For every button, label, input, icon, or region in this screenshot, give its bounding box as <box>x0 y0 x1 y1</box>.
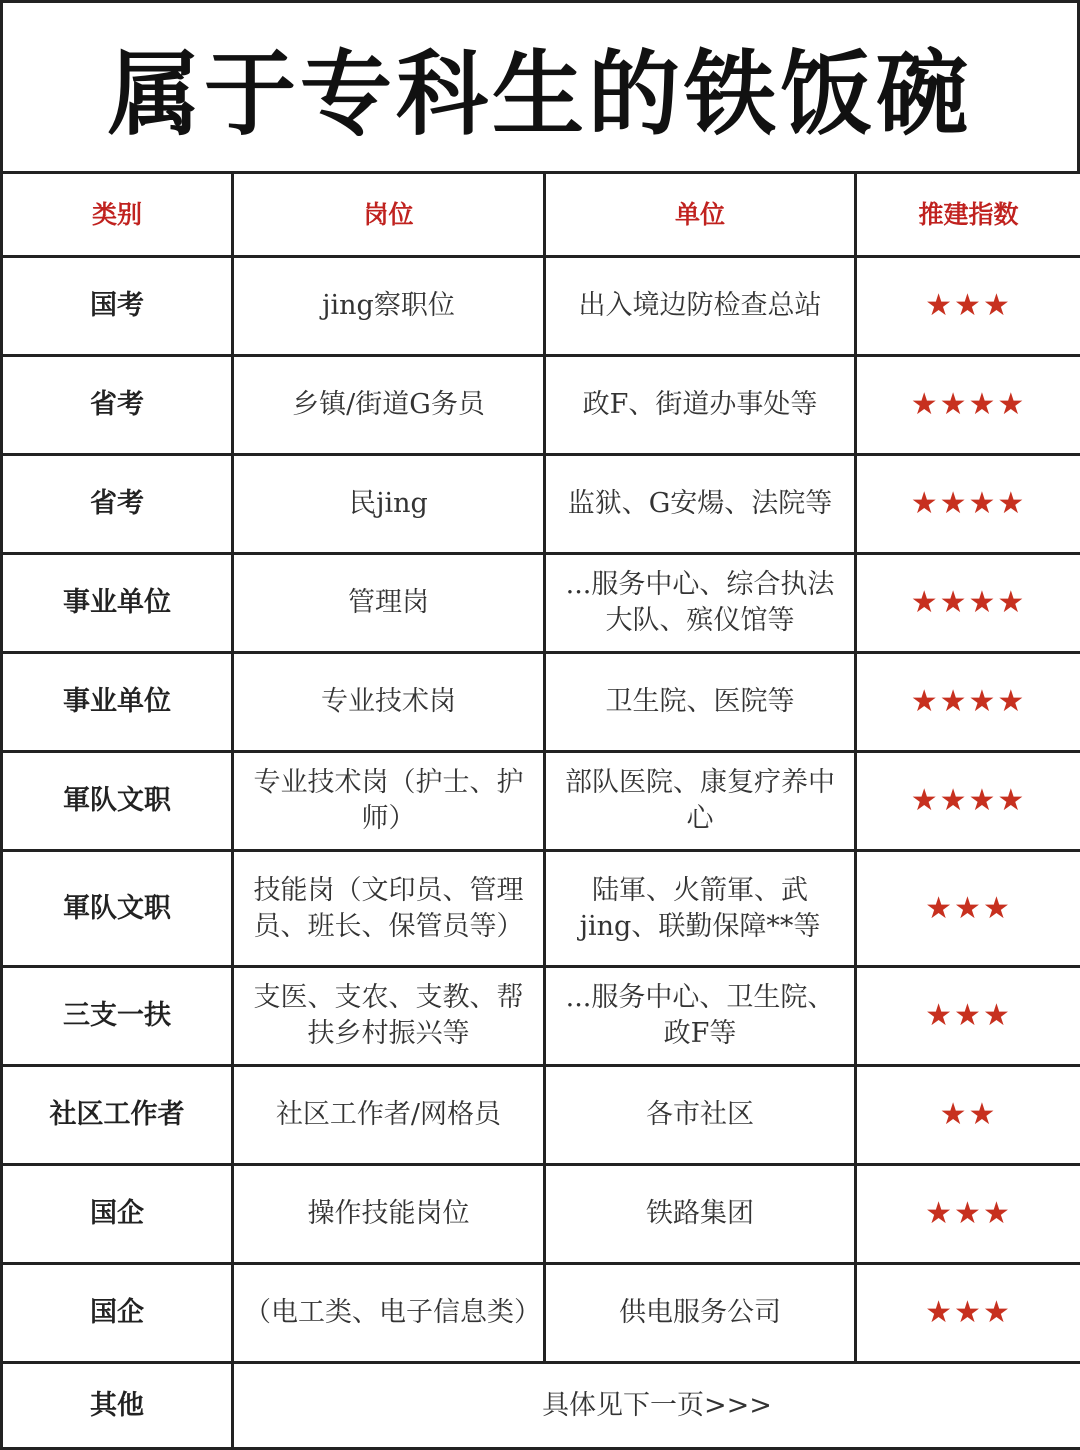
table-row <box>2 1165 1080 1264</box>
cell-position: 乡镇/街道G务员 <box>233 356 545 455</box>
cell-unit: 铁路集团 <box>545 1165 856 1264</box>
cell-category: 事业单位 <box>2 554 233 653</box>
cell-unit: 卫生院、医院等 <box>545 653 856 752</box>
header-unit: 单位 <box>545 173 856 257</box>
cell-category: 其他 <box>2 1363 233 1449</box>
table-row <box>2 967 1080 1066</box>
cell-position: 操作技能岗位 <box>233 1165 545 1264</box>
star-rating: ★★★★ <box>856 356 1080 455</box>
star-rating: ★★★ <box>856 257 1080 356</box>
table-row <box>2 1264 1080 1363</box>
star-rating: ★★★ <box>856 967 1080 1066</box>
table-row <box>2 554 1080 653</box>
cell-position: 支医、支农、支教、帮扶乡村振兴等 <box>233 967 545 1066</box>
table-row <box>2 356 1080 455</box>
cell-category: 三支一扶 <box>2 967 233 1066</box>
cell-unit: 供电服务公司 <box>545 1264 856 1363</box>
cell-category: 省考 <box>2 356 233 455</box>
title-row <box>0 0 1080 171</box>
cell-category: 軍队文职 <box>2 752 233 851</box>
header-category: 类别 <box>2 173 233 257</box>
cell-unit: 部队医院、康复疗养中心 <box>545 752 856 851</box>
star-rating: ★★ <box>856 1066 1080 1165</box>
table-row <box>2 257 1080 356</box>
cell-position: 管理岗 <box>233 554 545 653</box>
table-row <box>2 752 1080 851</box>
cell-unit: 监狱、G安煬、法院等 <box>545 455 856 554</box>
cell-unit: 各市社区 <box>545 1066 856 1165</box>
next-page-note: 具体见下一页>>> <box>233 1363 1080 1449</box>
star-rating: ★★★ <box>856 851 1080 967</box>
table-row <box>2 1066 1080 1165</box>
star-rating: ★★★★ <box>856 455 1080 554</box>
table-row <box>2 851 1080 967</box>
cell-category: 省考 <box>2 455 233 554</box>
cell-category: 国考 <box>2 257 233 356</box>
jobs-table <box>0 171 1080 1450</box>
cell-position: 专业技术岗（护士、护师） <box>233 752 545 851</box>
star-rating: ★★★★ <box>856 752 1080 851</box>
header-rating: 推建指数 <box>856 173 1080 257</box>
page-title: 属于专科生的铁饭碗 <box>108 21 972 153</box>
cell-unit: 政F、街道办事处等 <box>545 356 856 455</box>
cell-unit: 出入境边防检查总站 <box>545 257 856 356</box>
cell-position: （电工类、电子信息类） <box>233 1264 545 1363</box>
star-rating: ★★★★ <box>856 554 1080 653</box>
cell-unit: 陆軍、火箭軍、武jing、联勤保障**等 <box>545 851 856 967</box>
cell-category: 事业单位 <box>2 653 233 752</box>
cell-unit: ...服务中心、综合执法大队、殡仪馆等 <box>545 554 856 653</box>
cell-unit: ...服务中心、卫生院、政F等 <box>545 967 856 1066</box>
table-row <box>2 455 1080 554</box>
star-rating: ★★★ <box>856 1165 1080 1264</box>
cell-category: 軍队文职 <box>2 851 233 967</box>
cell-position: 民jing <box>233 455 545 554</box>
star-rating: ★★★ <box>856 1264 1080 1363</box>
header-row <box>2 173 1080 257</box>
cell-category: 社区工作者 <box>2 1066 233 1165</box>
cell-position: 技能岗（文印员、管理员、班长、保管员等） <box>233 851 545 967</box>
table-row <box>2 653 1080 752</box>
cell-category: 国企 <box>2 1264 233 1363</box>
cell-position: 社区工作者/网格员 <box>233 1066 545 1165</box>
star-rating: ★★★★ <box>856 653 1080 752</box>
cell-position: jing察职位 <box>233 257 545 356</box>
footer-row <box>2 1363 1080 1449</box>
cell-category: 国企 <box>2 1165 233 1264</box>
header-position: 岗位 <box>233 173 545 257</box>
cell-position: 专业技术岗 <box>233 653 545 752</box>
